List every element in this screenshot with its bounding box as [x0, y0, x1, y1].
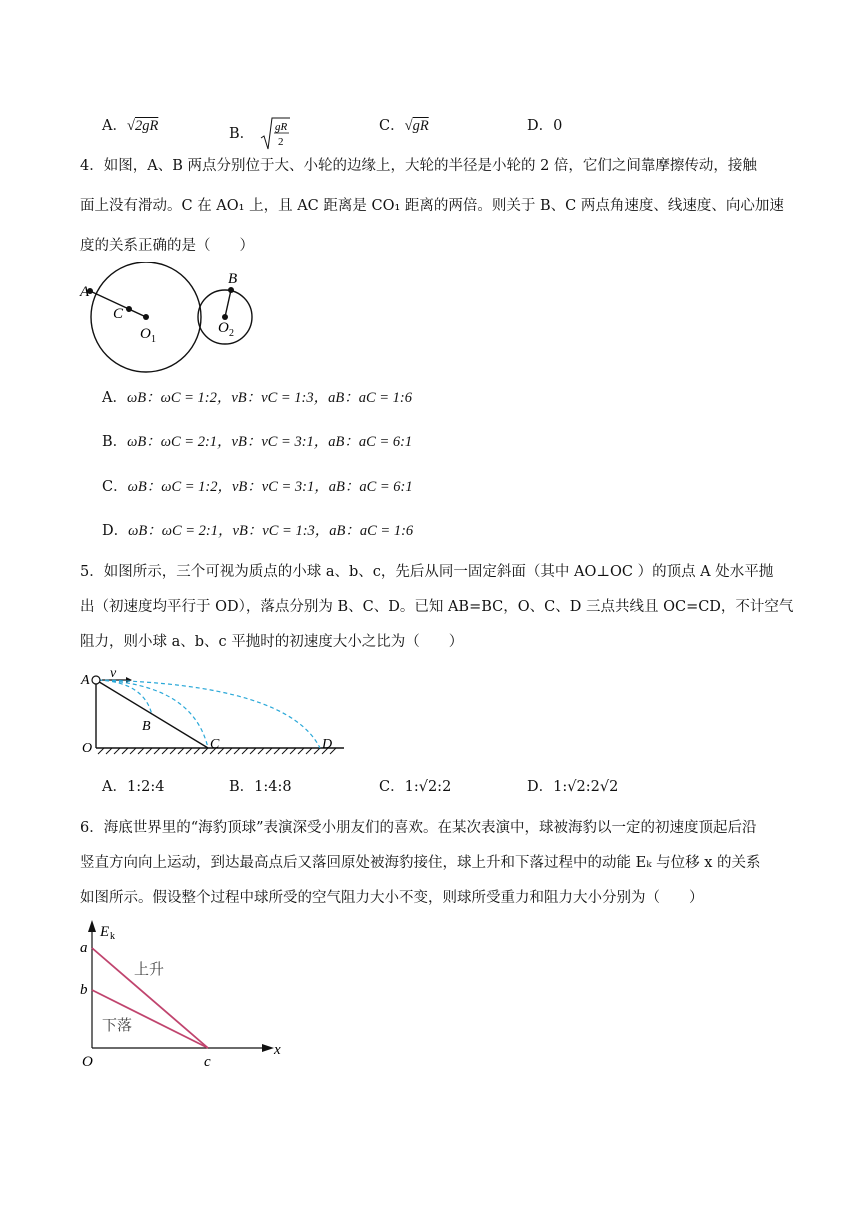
q6-energy-graph	[76, 914, 286, 1074]
label-b: b	[80, 982, 88, 998]
label-o1: O	[140, 326, 151, 342]
label-ek-sub: k	[110, 931, 115, 942]
q5-stem-line-2: 出（初速度均平行于 OD），落点分别为 B、C、D。已知 AB=BC，O、C、D 三点共线且 OC=CD，不计空气	[80, 599, 794, 615]
label-a: A	[80, 284, 90, 300]
q5-option-c: C．1:√2:2	[379, 779, 452, 795]
sqrt-gr-over-2	[259, 116, 291, 152]
q5-stem-line-1: 5．如图所示，三个可视为质点的小球 a、b、c，先后从同一固定斜面（其中 AO⊥OC ）的顶点 A 处水平抛	[80, 564, 774, 580]
label-o2-sub: 2	[229, 328, 234, 339]
q5-projectile-figure	[78, 664, 348, 762]
q4-stem-line-3: 度的关系正确的是（ ）	[80, 238, 254, 254]
label-o1-sub: 1	[151, 334, 156, 345]
label-o2: O	[218, 320, 229, 336]
q4-option-d: D．ωB：ωC = 2:1，vB：vC = 1:3，aB：aC = 1:6	[102, 523, 414, 539]
q3-option-a: A．√2gR	[102, 118, 159, 134]
label-down: 下落	[102, 1016, 133, 1034]
q4-option-b: B．ωB：ωC = 2:1，vB：vC = 3:1，aB：aC = 6:1	[102, 434, 413, 450]
q5-stem-line-3: 阻力，则小球 a、b、c 平抛时的初速度大小之比为（ ）	[80, 634, 464, 650]
label-c: C	[113, 306, 124, 322]
label-ek: E	[100, 924, 110, 940]
q4-option-c: C．ωB：ωC = 1:2，vB：vC = 3:1，aB：aC = 6:1	[102, 479, 413, 495]
label-c: C	[210, 737, 220, 752]
q5-option-b: B．1:4:8	[229, 779, 292, 795]
label-c: c	[204, 1054, 211, 1070]
label-o: O	[82, 741, 93, 756]
label-b: B	[142, 719, 151, 734]
label-x: x	[274, 1042, 281, 1058]
label-d: D	[322, 737, 333, 752]
label-b: B	[228, 271, 238, 287]
q4-stem-line-2: 面上没有滑动。C 在 AO₁ 上，且 AC 距离是 CO₁ 距离的两倍。则关于 B、C 两点角速度、线速度、向心加速	[80, 198, 784, 214]
label-a: a	[80, 940, 88, 956]
label-up: 上升	[134, 960, 165, 978]
svg-text:2: 2	[277, 136, 284, 148]
q3-option-c: C．√gR	[379, 118, 429, 134]
svg-text:gR: gR	[274, 121, 287, 133]
q4-wheels-figure	[78, 262, 268, 378]
q5-option-d: D．1:√2:2√2	[527, 779, 619, 795]
q4-option-a: A．ωB：ωC = 1:2，vB：vC = 1:3，aB：aC = 1:6	[102, 390, 413, 406]
label-a: A	[81, 673, 90, 688]
label-v: v	[110, 666, 117, 681]
q3-option-b: B． gR 2	[229, 116, 291, 152]
q6-stem-line-1: 6．海底世界里的“海豹顶球”表演深受小朋友们的喜欢。在某次表演中，球被海豹以一定的初速度顶起后沿	[80, 820, 757, 836]
q6-stem-line-2: 竖直方向向上运动，到达最高点后又落回原处被海豹接住，球上升和下落过程中的动能 Eₖ 与位移 x 的关系	[80, 855, 761, 871]
q6-stem-line-3: 如图所示。假设整个过程中球所受的空气阻力大小不变，则球所受重力和阻力大小分别为（ ）	[80, 890, 704, 906]
q5-option-a: A．1:2:4	[102, 779, 165, 795]
q4-stem-line-1: 4．如图，A、B 两点分别位于大、小轮的边缘上，大轮的半径是小轮的 2 倍，它们之间靠摩擦传动，接触	[80, 158, 757, 174]
label-o: O	[82, 1054, 93, 1070]
q3-option-d: D．0	[527, 118, 563, 134]
